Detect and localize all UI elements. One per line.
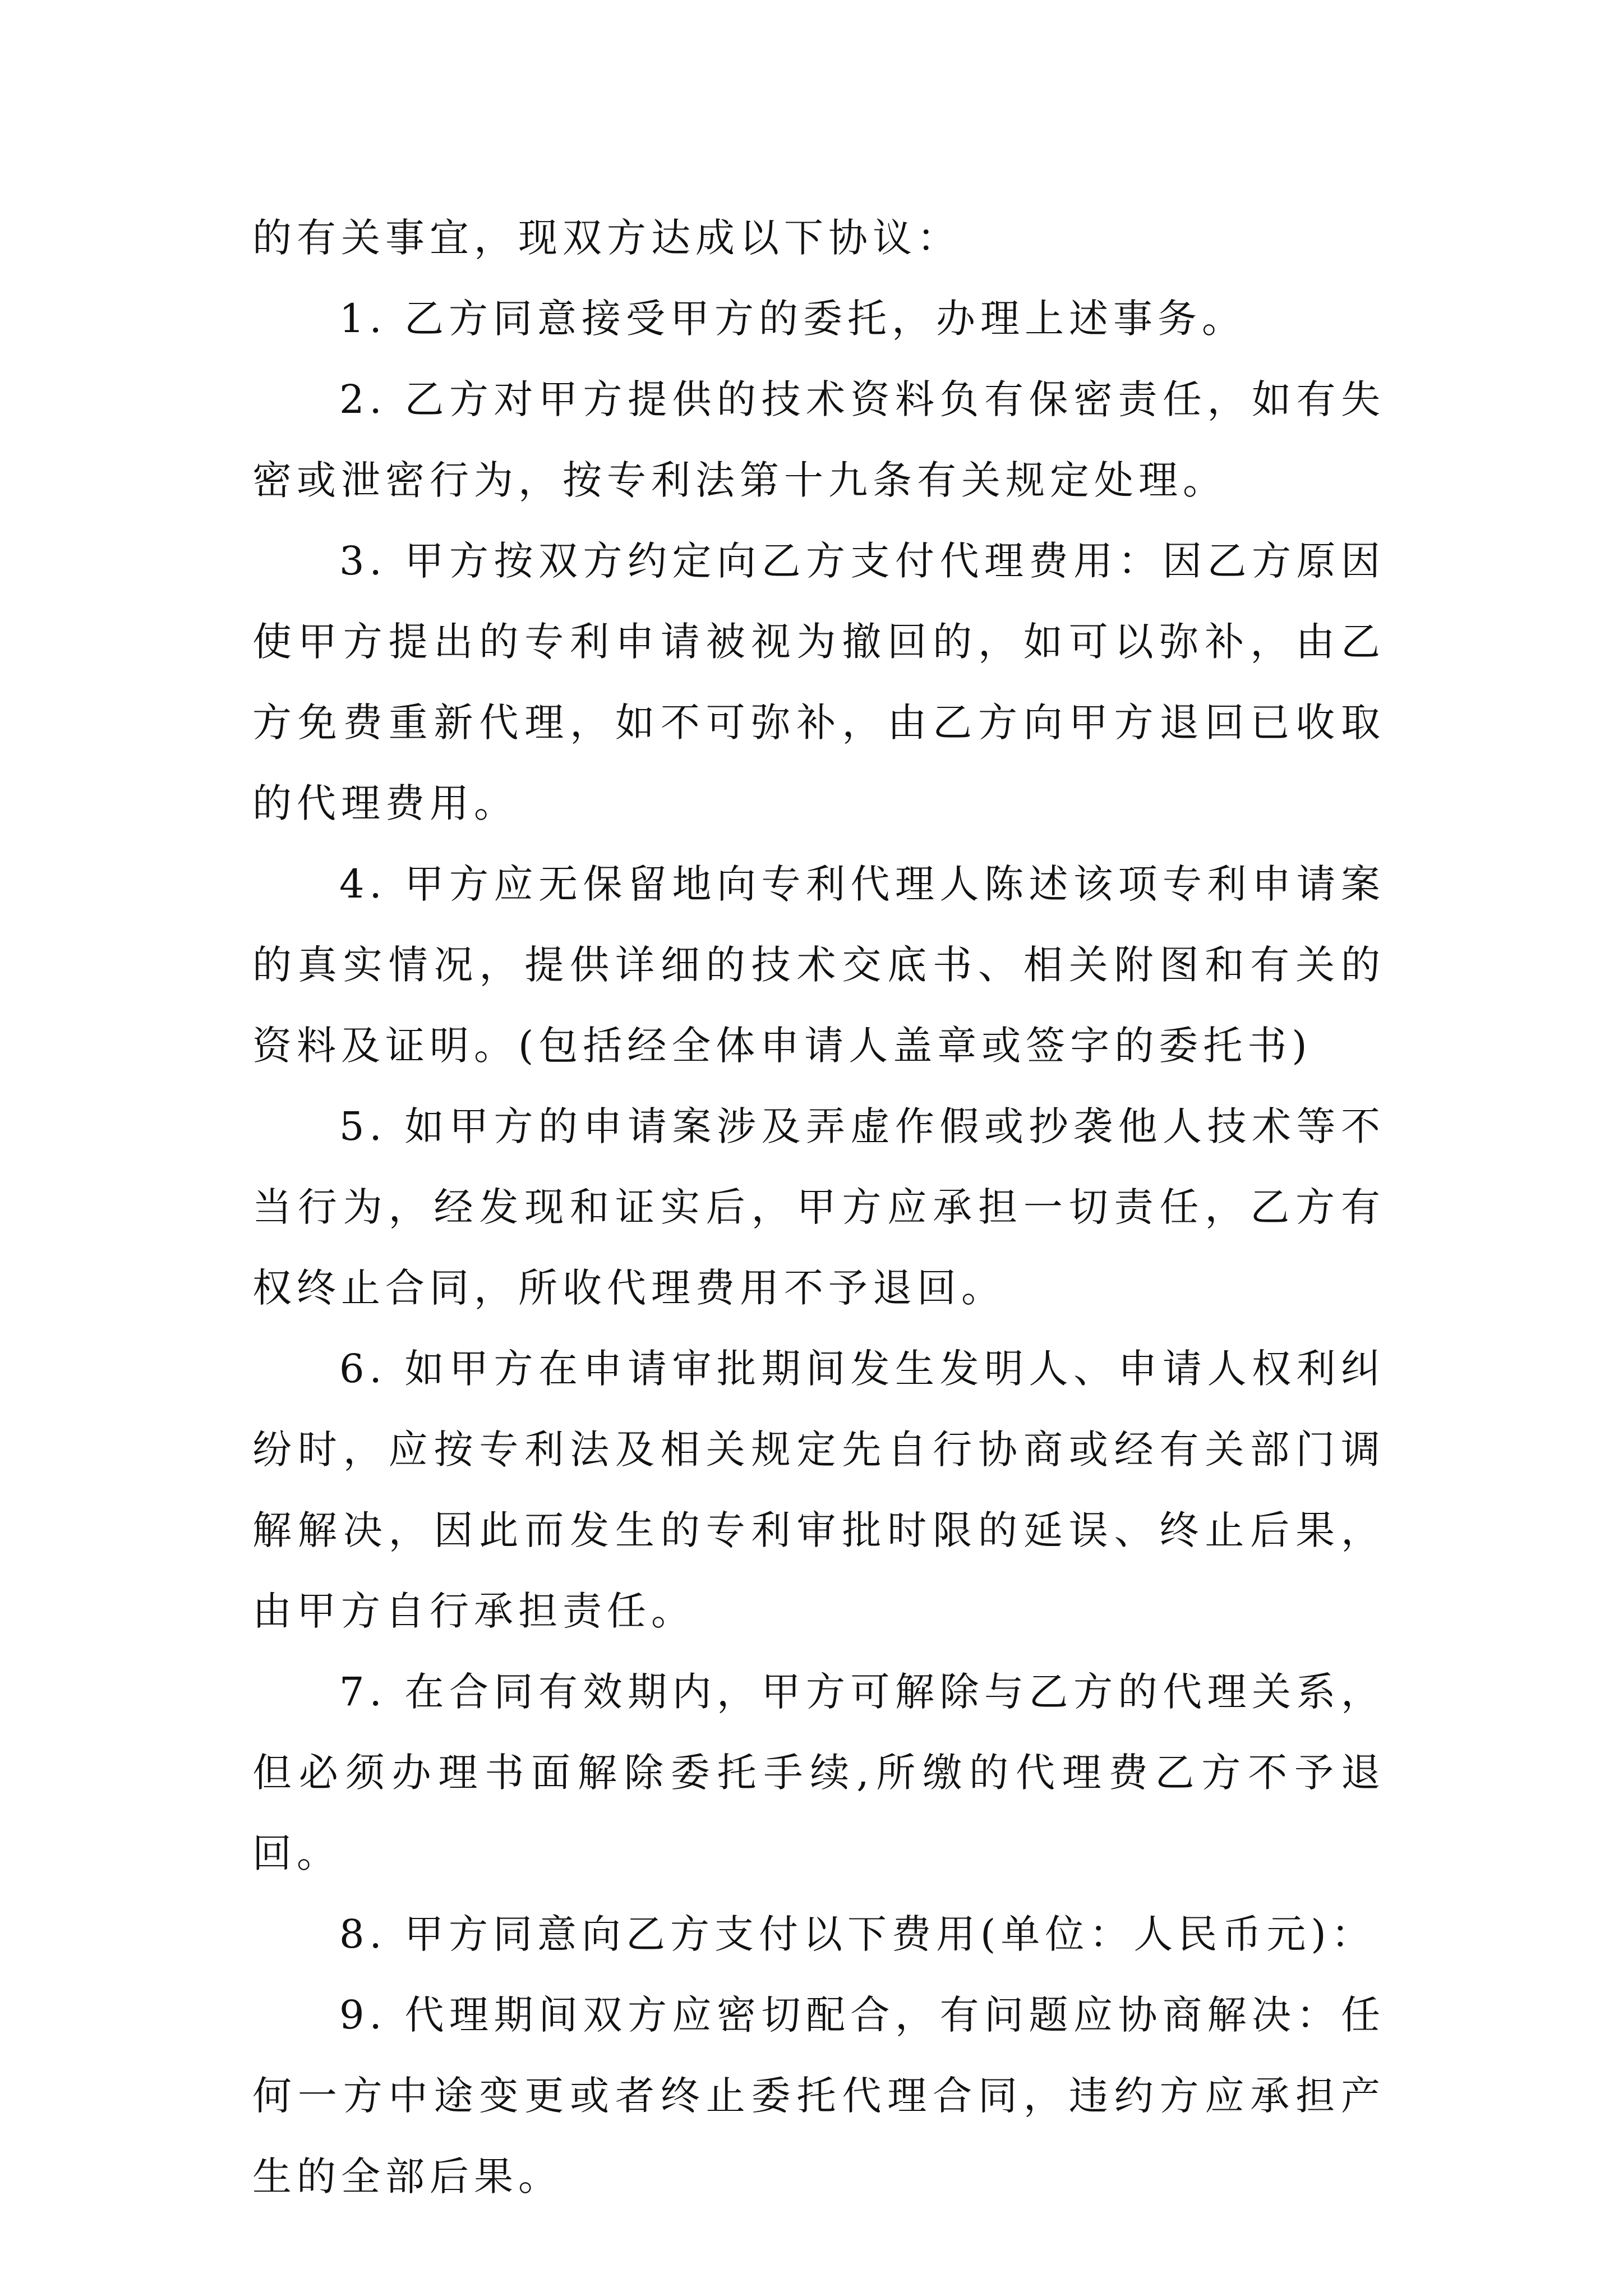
paragraph-intro: 的有关事宜，现双方达成以下协议：: [252, 215, 961, 261]
clause-7: 7. 在合同有效期内，甲方可解除与乙方的代理关系，但必须办理书面解除委托手续,所缴的代理费乙方不予退回。: [252, 1669, 1385, 1876]
document-body: [252, 197, 1385, 2217]
clause-9: 9. 代理期间双方应密切配合，有问题应协商解决：任何一方中途变更或者终止委托代理合同，违约方应承担产生的全部后果。: [252, 1992, 1385, 2200]
clause-4: 4. 甲方应无保留地向专利代理人陈述该项专利申请案的真实情况，提供详细的技术交底书、相关附图和有关的资料及证明。(包括经全体申请人盖章或签字的委托书): [252, 861, 1385, 1069]
clause-5: 5. 如甲方的申请案涉及弄虚作假或抄袭他人技术等不当行为，经发现和证实后，甲方应承担一切责任，乙方有权终止合同，所收代理费用不予退回。: [252, 1103, 1385, 1311]
clause-3: 3. 甲方按双方约定向乙方支付代理费用：因乙方原因使甲方提出的专利申请被视为撤回的，如可以弥补，由乙方免费重新代理，如不可弥补，由乙方向甲方退回已收取的代理费用。: [252, 538, 1385, 826]
clause-8: 8. 甲方同意向乙方支付以下费用(单位：人民币元)：: [339, 1911, 1376, 1957]
clause-1: 1. 乙方同意接受甲方的委托，办理上述事务。: [339, 296, 1247, 342]
clause-6: 6. 如甲方在申请审批期间发生发明人、申请人权利纠纷时，应按专利法及相关规定先自行协商或经有关部门调解解决，因此而发生的专利审批时限的延误、终止后果，由甲方自行承担责任。: [252, 1346, 1385, 1634]
clause-2: 2. 乙方对甲方提供的技术资料负有保密责任，如有失密或泄密行为，按专利法第十九条有关规定处理。: [252, 376, 1385, 503]
